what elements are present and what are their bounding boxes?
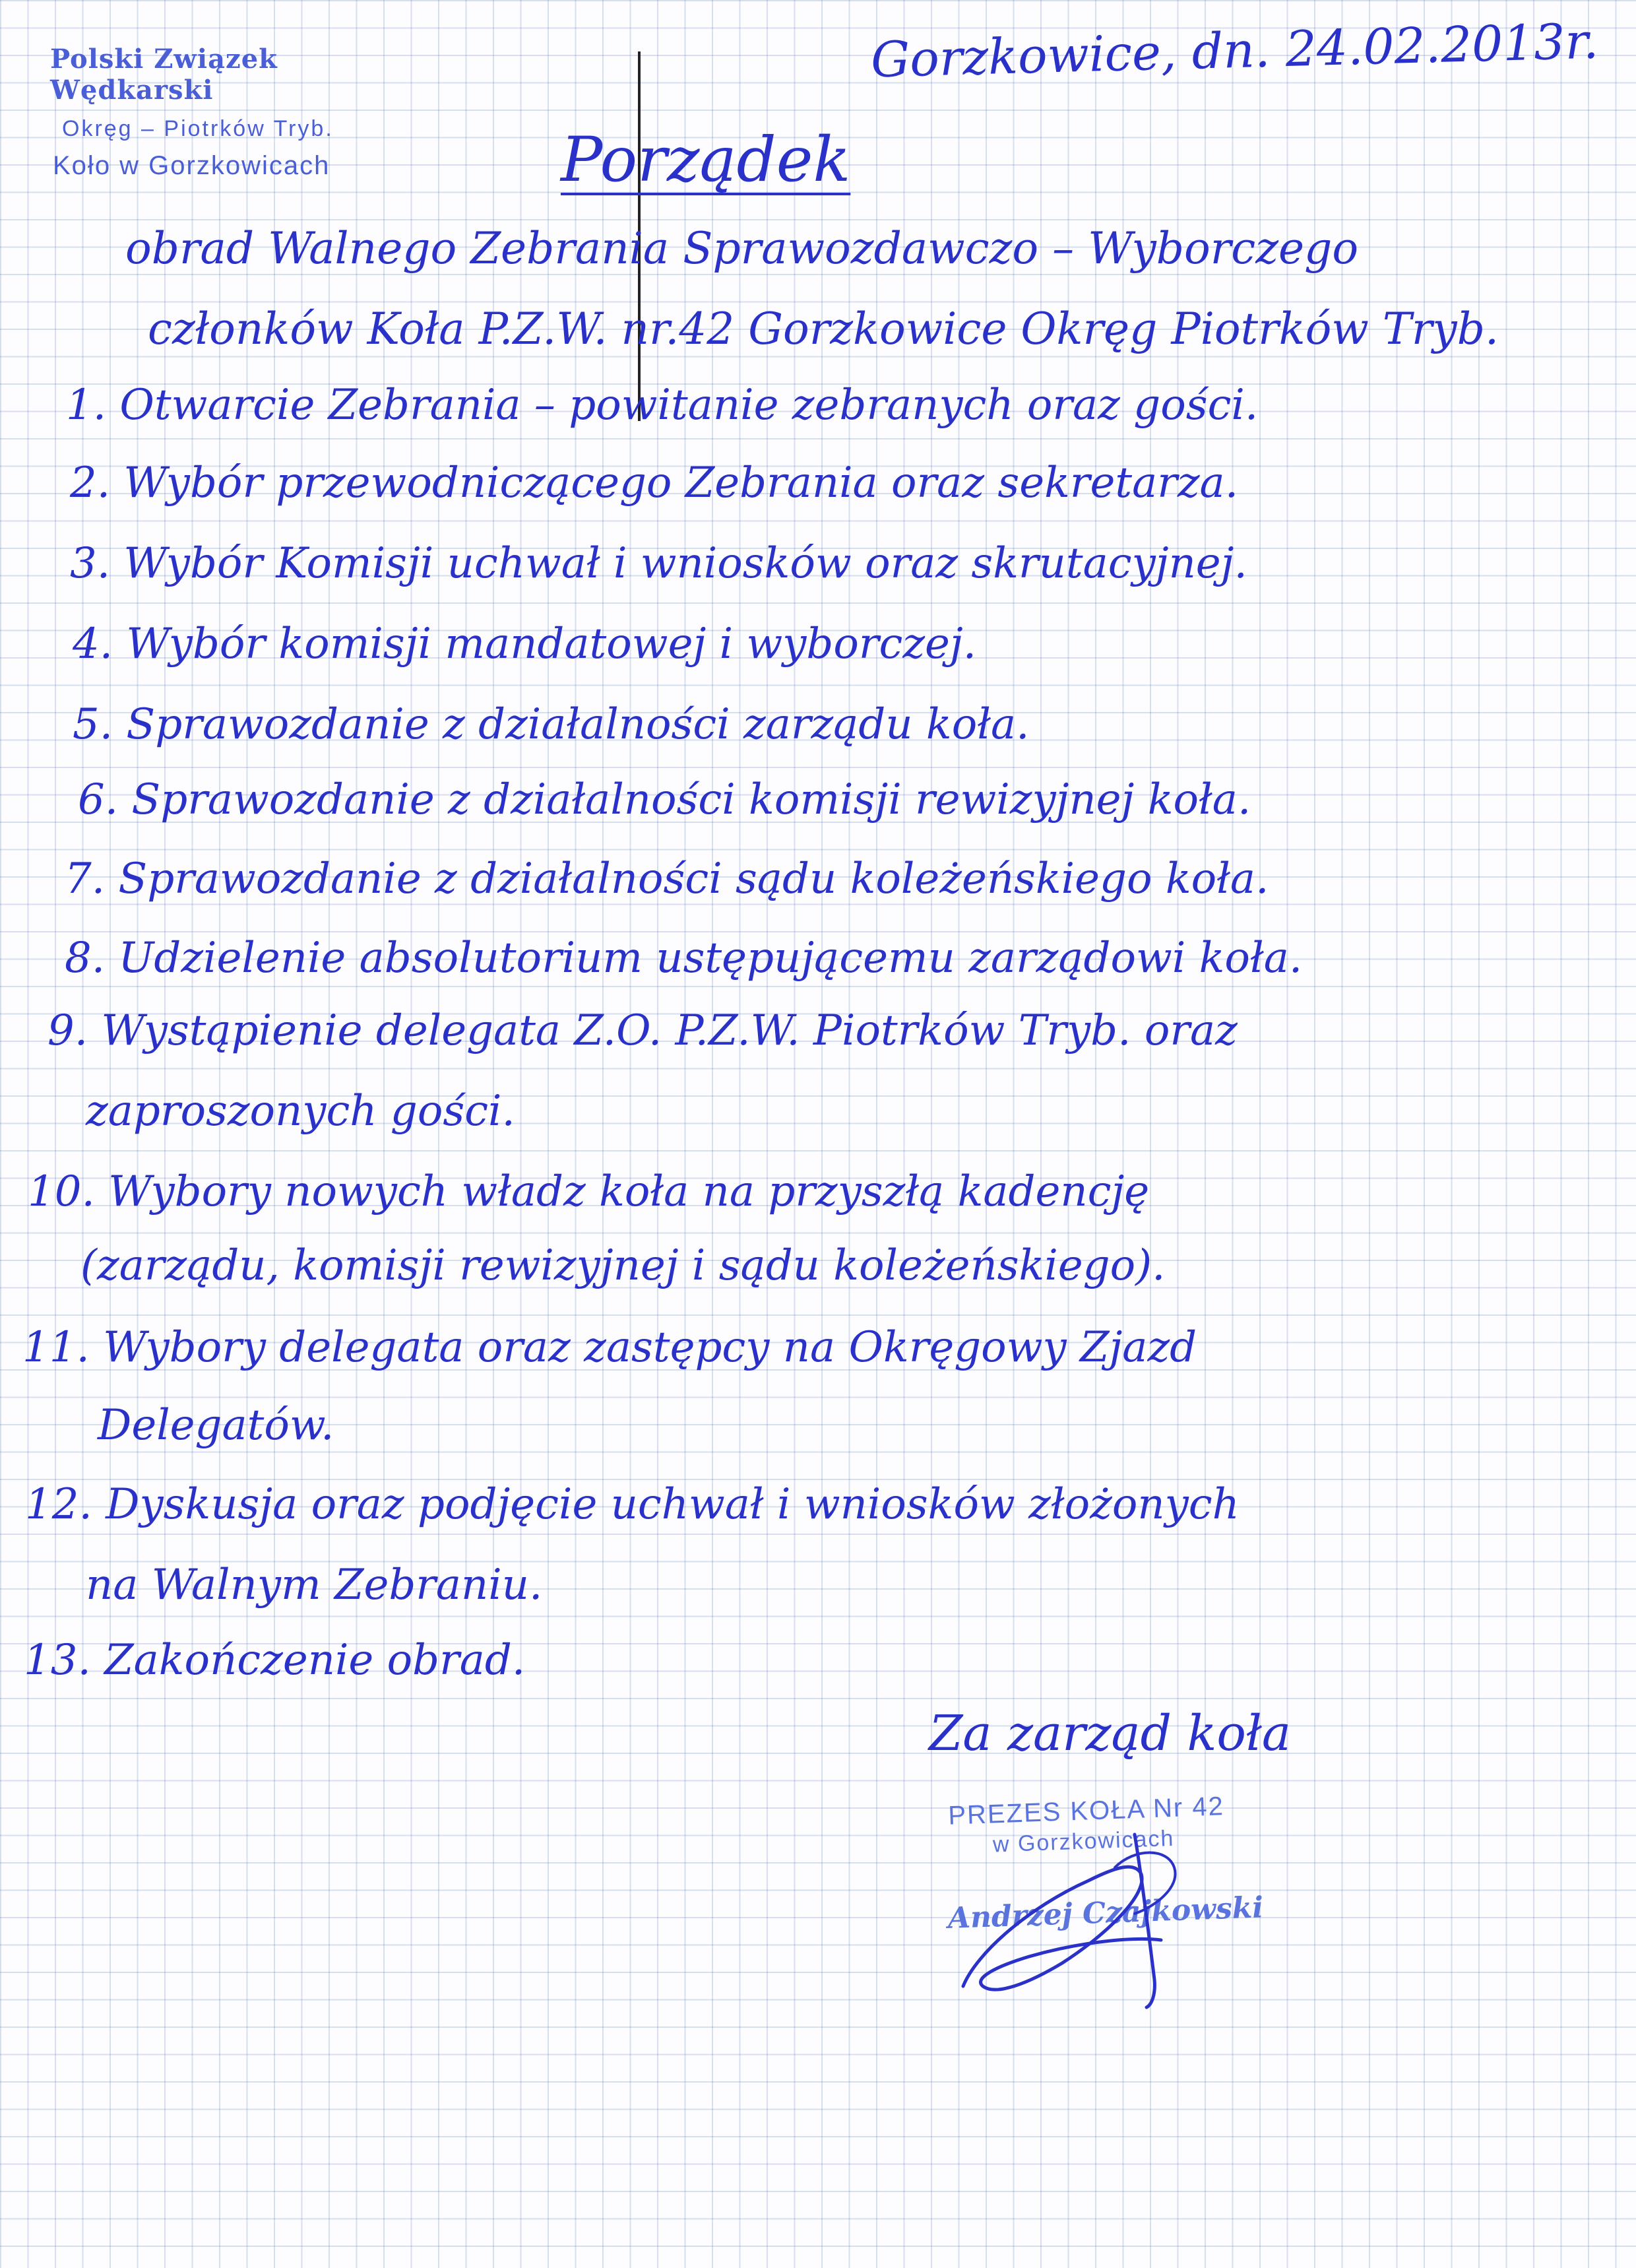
- agenda-item: 2. Wybór przewodniczącego Zebrania oraz sekretarza.: [70, 459, 1239, 507]
- stamp-line-district: Okręg – Piotrków Tryb.: [62, 116, 334, 141]
- agenda-item: 4. Wybór komisji mandatowej i wyborczej.: [73, 620, 977, 668]
- document-date: Gorzkowice, dn. 24.02.2013r.: [870, 13, 1600, 89]
- agenda-item: 5. Sprawozdanie z działalności zarządu koła.: [73, 700, 1030, 749]
- stamp-president-title: PREZES KOŁA Nr 42: [947, 1792, 1225, 1831]
- document-subtitle-line-1: obrad Walnego Zebrania Sprawozdawczo – Wyborczego: [125, 223, 1359, 274]
- agenda-item: 7. Sprawozdanie z działalności sądu koleżeńskiego koła.: [65, 855, 1269, 903]
- agenda-item: 8. Udzielenie absolutorium ustępującemu zarządowi koła.: [65, 934, 1303, 983]
- document-subtitle-line-2: członków Koła P.Z.W. nr.42 Gorzkowice Okręg Piotrków Tryb.: [148, 304, 1499, 354]
- agenda-item: 1. Otwarcie Zebrania – powitanie zebranych oraz gości.: [66, 381, 1259, 430]
- agenda-item-continuation: (zarządu, komisji rewizyjnej i sądu koleżeńskiego).: [80, 1241, 1166, 1290]
- agenda-item: 9. Wystąpienie delegata Z.O. P.Z.W. Piotrków Tryb. oraz: [47, 1006, 1238, 1055]
- agenda-item: 13. Zakończenie obrad.: [24, 1636, 526, 1685]
- agenda-item: 10. Wybory nowych władz koła na przyszłą kadencję: [28, 1167, 1150, 1216]
- closing-signoff: Za zarząd koła: [929, 1705, 1292, 1762]
- stamp-president-location: w Gorzkowicach: [992, 1825, 1175, 1858]
- agenda-item: 12. Dyskusja oraz podjęcie uchwał i wniosków złożonych: [25, 1480, 1240, 1529]
- agenda-item: 3. Wybór Komisji uchwał i wniosków oraz skrutacyjnej.: [70, 539, 1247, 588]
- agenda-item: 11. Wybory delegata oraz zastępcy na Okręgowy Zjazd: [22, 1323, 1197, 1372]
- agenda-item-continuation: zaproszonych gości.: [86, 1087, 515, 1136]
- document-title: Porządek: [561, 124, 851, 196]
- agenda-item: 6. Sprawozdanie z działalności komisji rewizyjnej koła.: [78, 775, 1251, 824]
- agenda-item-continuation: Delegatów.: [98, 1401, 334, 1450]
- stamp-line-club: Koło w Gorzkowicach: [53, 151, 330, 180]
- agenda-item-continuation: na Walnym Zebraniu.: [86, 1561, 543, 1609]
- handwritten-signature: [937, 1821, 1253, 2019]
- stamp-line-association: Polski Związek Wędkarski: [50, 44, 278, 106]
- stamp-president-name: Andrzej Czajkowski: [947, 1891, 1264, 1935]
